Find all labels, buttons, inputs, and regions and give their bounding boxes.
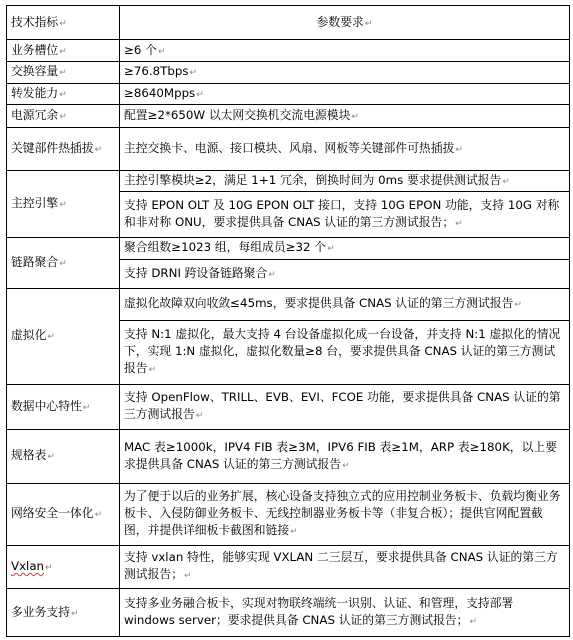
paragraph-mark: ↵: [364, 18, 373, 29]
row-value-text: 配置≥2*650W 以太网交换机交流电源模块: [124, 108, 351, 123]
table-row: [7, 61, 570, 83]
row-name-security: [7, 483, 120, 545]
row-value-text: 支持多业务融合板卡，实现对物联终端统一识别、认证、和管理，支持部署 windows server；要求提供具备 CNAS 认证的第三方测试报告；: [124, 596, 514, 628]
row-value-text: ≥6 个: [124, 42, 157, 57]
row-value-hotswap: [120, 128, 570, 170]
row-value-lag-1: [120, 238, 570, 260]
row-name-text: 交换容量: [11, 64, 59, 79]
header-requirement-text: 参数要求: [316, 14, 364, 29]
row-value-power: [120, 105, 570, 128]
table-row: [7, 105, 570, 128]
header-indicator: [7, 6, 120, 40]
row-value-text: 支持 N:1 虚拟化，最大支持 4 台设备虚拟化成一台设备，并支持 N:1 虚拟化的情况下，实现 1:N 虚拟化，虚拟化数量≥8 台，要求提供具备 CNAS 认证的第三方测试报告: [124, 327, 561, 376]
row-name-text: 转发能力: [11, 86, 59, 101]
spec-table: [6, 5, 570, 637]
paragraph-mark: ↵: [59, 68, 67, 79]
paragraph-mark: ↵: [469, 617, 478, 628]
row-name-lag: [7, 238, 120, 289]
row-value-vxlan: [120, 545, 570, 589]
table-row: [7, 385, 570, 430]
table-row: [7, 288, 570, 320]
row-name-vxlan: [7, 545, 120, 589]
table-row: [7, 589, 570, 637]
row-name-text: 业务槽位: [11, 42, 59, 57]
row-name-multiservice: [7, 589, 120, 637]
table-row: [7, 83, 570, 105]
row-value-virtualization-2: [120, 320, 570, 384]
row-name-text: 规格表: [11, 448, 47, 463]
paragraph-mark: ↵: [455, 219, 463, 230]
row-name-text: 多业务支持: [11, 604, 70, 619]
paragraph-mark: ↵: [94, 510, 103, 521]
paragraph-mark: ↵: [59, 199, 67, 210]
table-row: [7, 429, 570, 483]
row-value-engine-2: [120, 192, 570, 238]
paragraph-mark: ↵: [47, 332, 55, 343]
row-value-text: ≥76.8Tbps: [124, 64, 189, 79]
row-value-text: 支持 vxlan 特性，能够实现 VXLAN 二三层互，要求提供具备 CNAS 认证的第三方测试报告；: [124, 550, 558, 582]
row-value-text: 主控交换卡、电源、接口模块、风扇、网板等关键部件可热插拔: [124, 140, 455, 155]
paragraph-mark: ↵: [71, 608, 79, 619]
row-value-security: [120, 483, 570, 545]
paragraph-mark: ↵: [45, 562, 53, 573]
row-name-spec-table: [7, 429, 120, 483]
row-value-multiservice: [120, 589, 570, 637]
paragraph-mark: ↵: [59, 46, 67, 57]
row-value-spec-table: [120, 429, 570, 483]
table-row: [7, 483, 570, 545]
paragraph-mark: ↵: [47, 452, 55, 463]
table-header-row: [7, 6, 570, 40]
row-value-text: 聚合组数≥1023 组，每组成员≥32 个: [124, 240, 327, 255]
row-value-forwarding: [120, 83, 570, 105]
paragraph-mark: ↵: [502, 177, 510, 188]
paragraph-mark: ↵: [59, 90, 67, 101]
paragraph-mark: ↵: [184, 571, 192, 582]
row-name-slots: [7, 40, 120, 62]
paragraph-mark: ↵: [290, 527, 298, 538]
row-value-text: 支持 EPON OLT 及 10G EPON OLT 接口，支持 10G EPON 功能，支持 10G 对称和非对称 ONU，要求提供具备 CNAS 认证的第三方测试报告；: [124, 198, 560, 230]
paragraph-mark: ↵: [157, 46, 166, 57]
table-row: [7, 128, 570, 170]
paragraph-mark: ↵: [327, 244, 335, 255]
paragraph-mark: ↵: [342, 460, 350, 471]
row-value-switching: [120, 61, 570, 83]
row-value-datacenter: [120, 385, 570, 430]
paragraph-mark: ↵: [189, 68, 198, 79]
paragraph-mark: ↵: [196, 90, 204, 101]
table-row: [7, 238, 570, 260]
row-value-engine-1: [120, 170, 570, 192]
row-name-text: 链路聚合: [11, 254, 59, 269]
row-name-virtualization: [7, 288, 120, 384]
header-indicator-text: 技术指标: [11, 14, 59, 29]
row-value-text: 支持 OpenFlow、TRILL、EVB、EVI、FCOE 功能，要求提供具备 CNAS 认证的第三方测试报告: [124, 390, 561, 422]
paragraph-mark: ↵: [82, 402, 91, 413]
paragraph-mark: ↵: [148, 365, 157, 376]
row-name-text: 关键部件热插拔: [11, 140, 94, 155]
row-value-text: 虚拟化故障双向收敛≤45ms，要求提供具备 CNAS 认证的第三方测试报告: [124, 296, 514, 311]
row-name-forwarding: [7, 83, 120, 105]
header-requirement: [120, 6, 570, 40]
row-value-virtualization-1: [120, 288, 570, 320]
row-value-text: ≥8640Mpps: [124, 86, 196, 101]
row-value-slots: [120, 40, 570, 62]
row-name-engine: [7, 170, 120, 237]
paragraph-mark: ↵: [59, 112, 67, 123]
row-name-text: 电源冗余: [11, 108, 59, 123]
table-row: [7, 40, 570, 62]
paragraph-mark: ↵: [59, 258, 67, 269]
paragraph-mark: ↵: [455, 144, 463, 155]
table-row: [7, 545, 570, 589]
row-value-lag-2: [120, 259, 570, 288]
paragraph-mark: ↵: [59, 18, 67, 29]
paragraph-mark: ↵: [94, 144, 103, 155]
paragraph-mark: ↵: [268, 269, 276, 280]
row-value-text: 支持 DRNI 跨设备链路聚合: [124, 265, 268, 280]
paragraph-mark: ↵: [514, 300, 522, 311]
paragraph-mark: ↵: [351, 112, 359, 123]
row-name-switching: [7, 61, 120, 83]
row-name-text: 虚拟化: [11, 328, 47, 343]
row-name-datacenter: [7, 385, 120, 430]
row-value-text: 主控引擎模块≥2，满足 1+1 冗余，倒换时间为 0ms 要求提供测试报告: [124, 173, 502, 188]
row-name-text: 数据中心特性: [11, 398, 82, 413]
row-name-power: [7, 105, 120, 128]
row-name-hotswap: [7, 128, 120, 170]
row-value-text: MAC 表≥1000k，IPV4 FIB 表≥3M，IPV6 FIB 表≥1M，ARP 表≥180K，以上要求提供具备 CNAS 认证的第三方测试报告: [124, 439, 557, 471]
row-name-text: 网络安全一体化: [11, 506, 94, 521]
paragraph-mark: ↵: [195, 411, 204, 422]
row-name-text: 主控引擎: [11, 195, 59, 210]
row-name-text: Vxlan: [11, 558, 45, 573]
table-row: [7, 170, 570, 192]
row-value-text: 为了便于以后的业务扩展，核心设备支持独立式的应用控制业务板卡、负载均衡业务板卡、入侵防御业务板卡、无线控制器业务板卡等（非复合板）；提供官网配置截图，并提供详细板卡截图和链接: [124, 489, 561, 538]
